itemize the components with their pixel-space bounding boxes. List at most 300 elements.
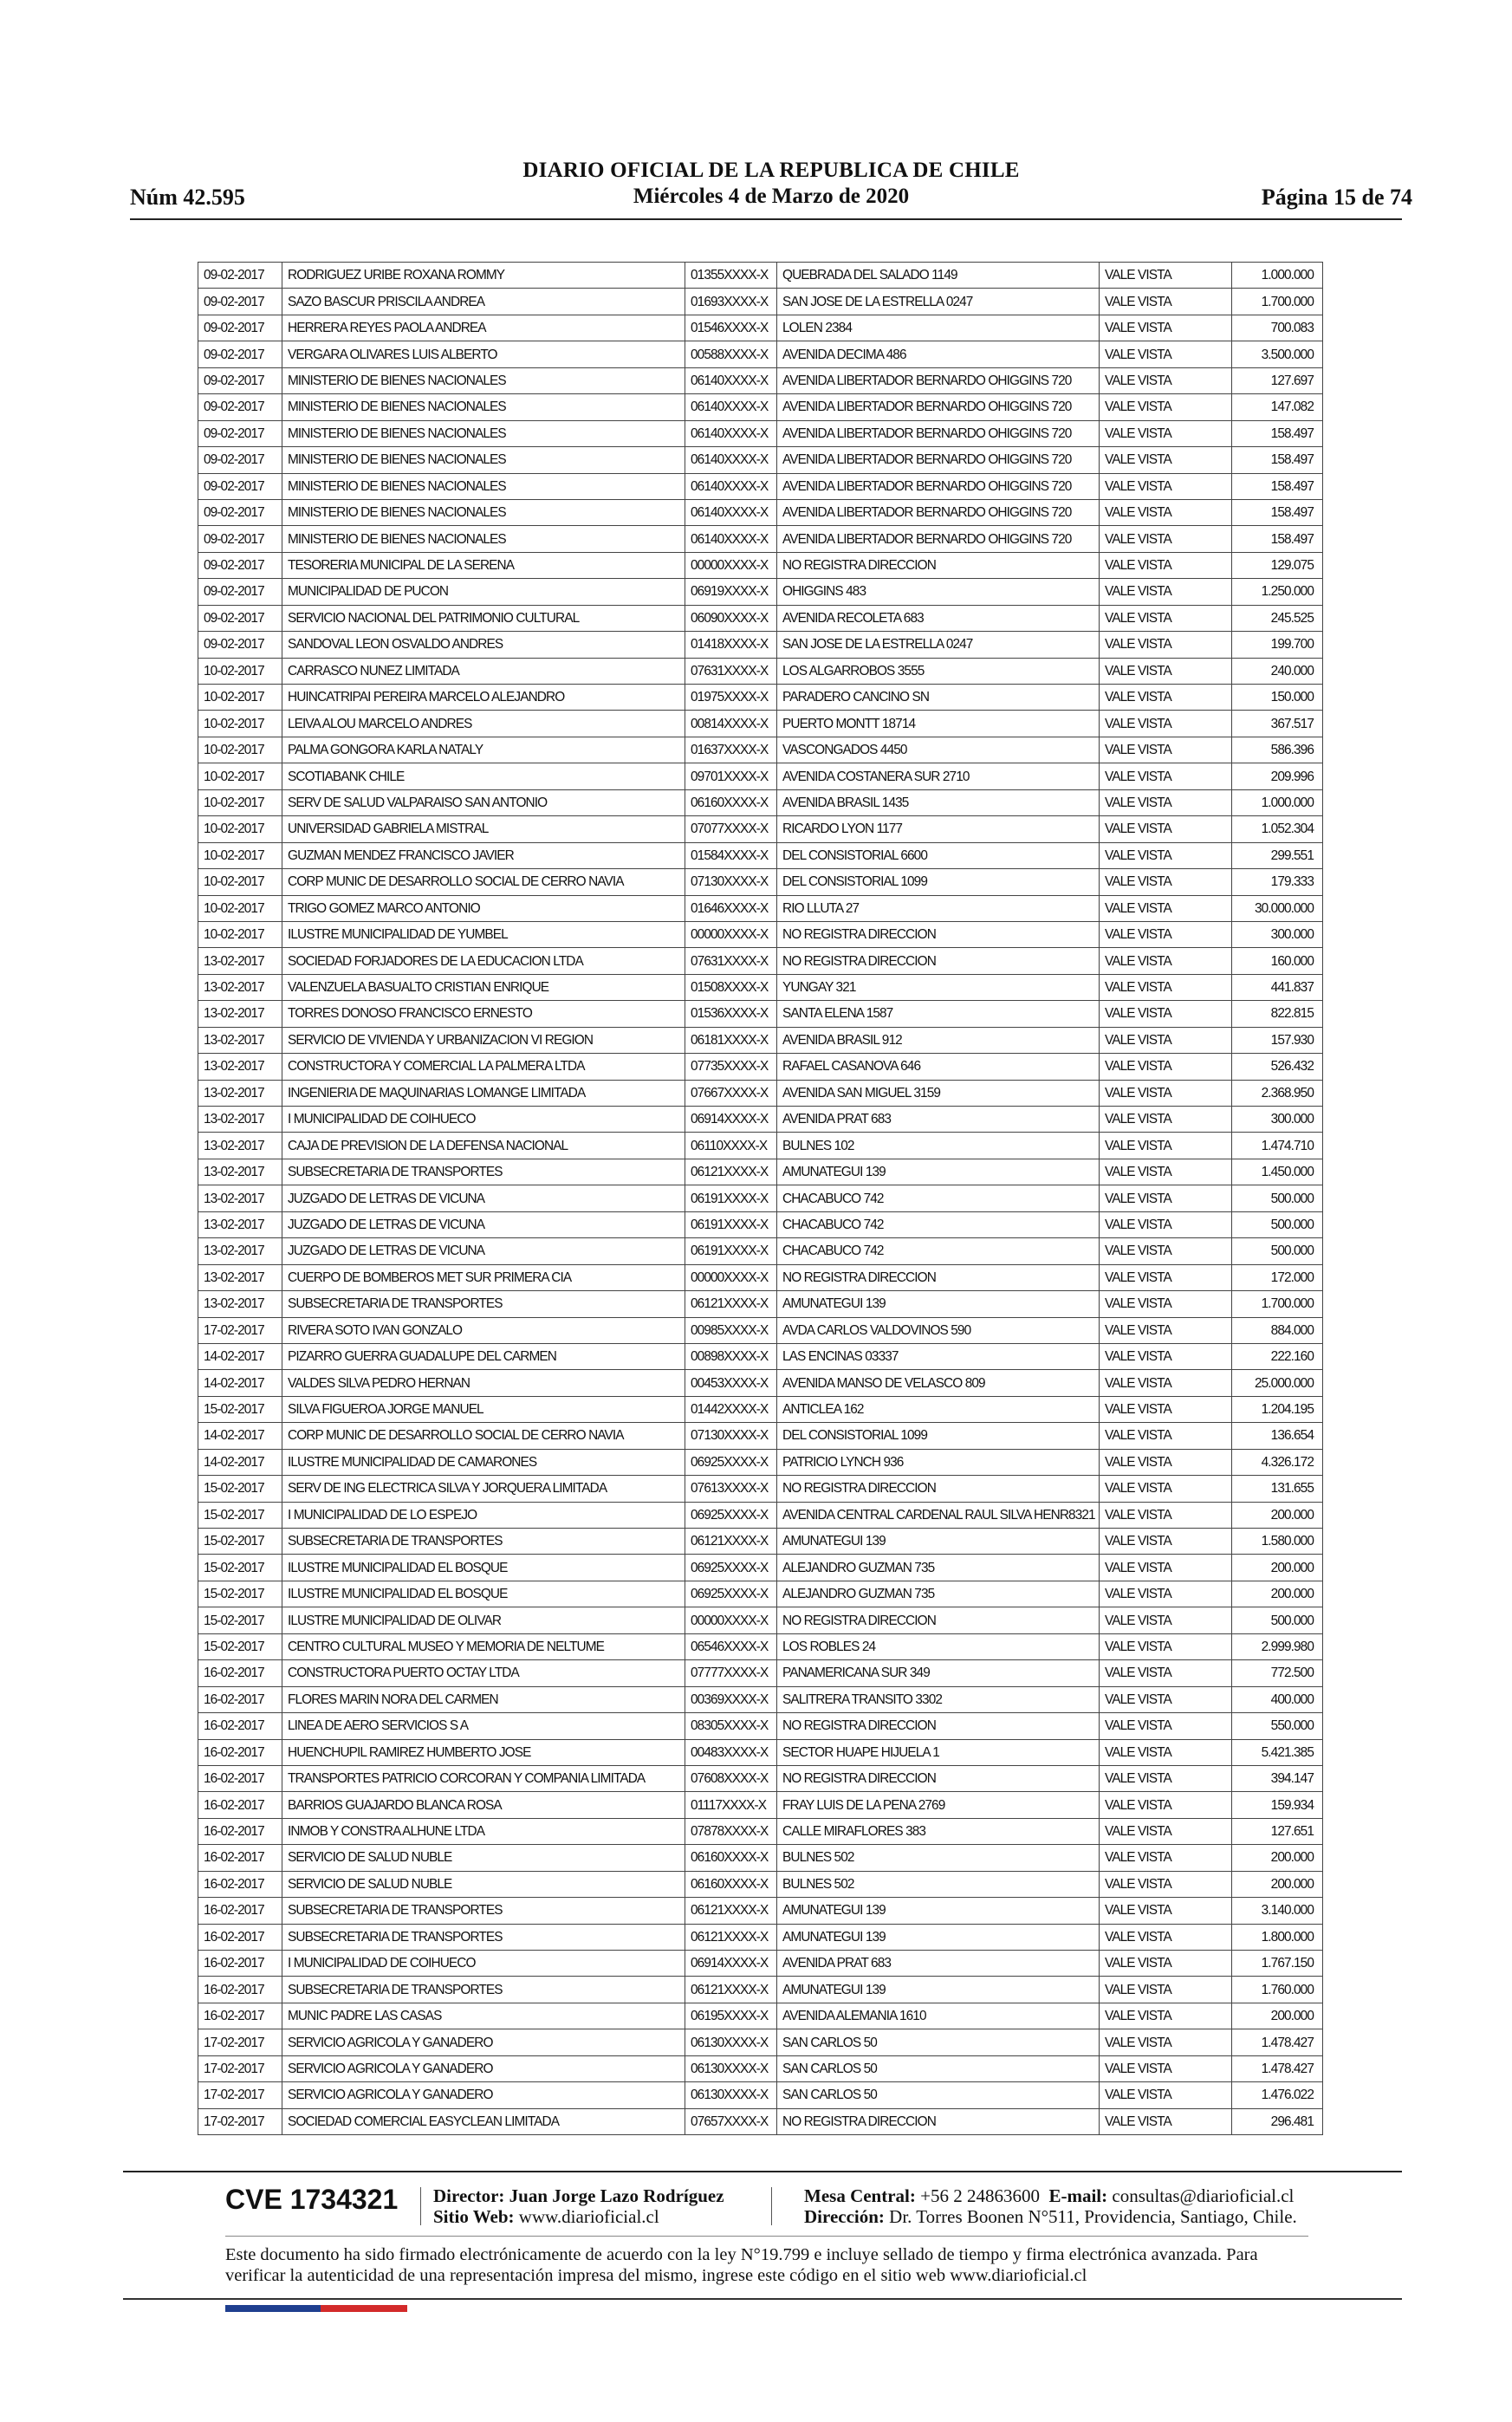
cell-date: 10-02-2017 — [198, 921, 282, 947]
cell-date: 09-02-2017 — [198, 632, 282, 658]
cell-rut: 06191XXXX-X — [685, 1238, 777, 1264]
cell-name: SUBSECRETARIA DE TRANSPORTES — [282, 1977, 685, 2003]
cell-payment-type: VALE VISTA — [1100, 1633, 1232, 1659]
cell-rut: 06546XXXX-X — [685, 1633, 777, 1659]
cell-payment-type: VALE VISTA — [1100, 2029, 1232, 2055]
cell-payment-type: VALE VISTA — [1100, 394, 1232, 420]
cell-amount: 296.481 — [1232, 2108, 1323, 2134]
cell-payment-type: VALE VISTA — [1100, 685, 1232, 711]
cell-date: 16-02-2017 — [198, 1792, 282, 1818]
cell-date: 09-02-2017 — [198, 499, 282, 525]
cell-name: SAZO BASCUR PRISCILA ANDREA — [282, 289, 685, 315]
cell-name: SERV DE SALUD VALPARAISO SAN ANTONIO — [282, 789, 685, 815]
cell-payment-type: VALE VISTA — [1100, 1818, 1232, 1844]
cell-amount: 441.837 — [1232, 974, 1323, 1000]
cell-rut: 01693XXXX-X — [685, 289, 777, 315]
table-row — [198, 1185, 1323, 1211]
cell-address: SAN CARLOS 50 — [777, 2029, 1100, 2055]
cell-payment-type: VALE VISTA — [1100, 1396, 1232, 1422]
table-row — [198, 1555, 1323, 1581]
cell-date: 16-02-2017 — [198, 1898, 282, 1924]
cell-payment-type: VALE VISTA — [1100, 1001, 1232, 1027]
cell-rut: 06925XXXX-X — [685, 1502, 777, 1528]
cell-rut: 07613XXXX-X — [685, 1476, 777, 1502]
cell-date: 13-02-2017 — [198, 1159, 282, 1185]
cell-address: AMUNATEGUI 139 — [777, 1924, 1100, 1950]
cell-address: AVENIDA MANSO DE VELASCO 809 — [777, 1370, 1100, 1396]
cell-date: 16-02-2017 — [198, 1686, 282, 1712]
cell-address: FRAY LUIS DE LA PENA 2769 — [777, 1792, 1100, 1818]
cell-name: SERVICIO DE SALUD NUBLE — [282, 1845, 685, 1871]
cell-date: 10-02-2017 — [198, 685, 282, 711]
cell-name: MINISTERIO DE BIENES NACIONALES — [282, 394, 685, 420]
cell-name: SERVICIO AGRICOLA Y GANADERO — [282, 2029, 685, 2055]
cell-payment-type: VALE VISTA — [1100, 2003, 1232, 2029]
cell-amount: 179.333 — [1232, 869, 1323, 895]
cell-date: 13-02-2017 — [198, 974, 282, 1000]
contact-block — [804, 2185, 1297, 2227]
cell-payment-type: VALE VISTA — [1100, 526, 1232, 552]
cell-rut: 06160XXXX-X — [685, 1845, 777, 1871]
cell-payment-type: VALE VISTA — [1100, 921, 1232, 947]
director-label: Director: — [433, 2185, 505, 2206]
cve-code: CVE 1734321 — [225, 2184, 399, 2215]
cell-address: NO REGISTRA DIRECCION — [777, 948, 1100, 974]
cell-address: NO REGISTRA DIRECCION — [777, 2108, 1100, 2134]
cell-date: 13-02-2017 — [198, 1080, 282, 1106]
cell-date: 13-02-2017 — [198, 1001, 282, 1027]
cell-date: 09-02-2017 — [198, 315, 282, 341]
cell-address: PARADERO CANCINO SN — [777, 685, 1100, 711]
cell-date: 16-02-2017 — [198, 1739, 282, 1765]
cell-amount: 172.000 — [1232, 1264, 1323, 1290]
cell-address: AVENIDA BRASIL 1435 — [777, 789, 1100, 815]
cell-amount: 394.147 — [1232, 1765, 1323, 1791]
cell-rut: 00588XXXX-X — [685, 341, 777, 367]
cell-amount: 1.000.000 — [1232, 789, 1323, 815]
cell-rut: 06121XXXX-X — [685, 1291, 777, 1317]
cell-address: AVENIDA ALEMANIA 1610 — [777, 2003, 1100, 2029]
table-row — [198, 1238, 1323, 1264]
cell-amount: 209.996 — [1232, 763, 1323, 789]
cell-payment-type: VALE VISTA — [1100, 2082, 1232, 2108]
cell-name: VALDES SILVA PEDRO HERNAN — [282, 1370, 685, 1396]
flag-stripe-blue — [225, 2305, 321, 2312]
cell-payment-type: VALE VISTA — [1100, 1555, 1232, 1581]
cell-date: 15-02-2017 — [198, 1502, 282, 1528]
cell-name: SUBSECRETARIA DE TRANSPORTES — [282, 1924, 685, 1950]
table-row — [198, 420, 1323, 446]
cell-address: SAN CARLOS 50 — [777, 2082, 1100, 2108]
cell-address: VASCONGADOS 4450 — [777, 737, 1100, 763]
cell-rut: 06140XXXX-X — [685, 499, 777, 525]
table-row — [198, 948, 1323, 974]
cell-amount: 367.517 — [1232, 711, 1323, 737]
cell-date: 10-02-2017 — [198, 737, 282, 763]
cell-payment-type: VALE VISTA — [1100, 2108, 1232, 2134]
cell-amount: 158.497 — [1232, 420, 1323, 446]
cell-address: BULNES 502 — [777, 1845, 1100, 1871]
cell-address: RIO LLUTA 27 — [777, 895, 1100, 921]
cell-date: 10-02-2017 — [198, 789, 282, 815]
table-row — [198, 1951, 1323, 1977]
cell-address: PANAMERICANA SUR 349 — [777, 1660, 1100, 1686]
cell-date: 15-02-2017 — [198, 1555, 282, 1581]
cell-date: 13-02-2017 — [198, 1027, 282, 1053]
cell-date: 09-02-2017 — [198, 605, 282, 631]
cell-address: PATRICIO LYNCH 936 — [777, 1449, 1100, 1475]
table-row — [198, 1001, 1323, 1027]
cell-rut: 01355XXXX-X — [685, 263, 777, 289]
cell-name: RIVERA SOTO IVAN GONZALO — [282, 1317, 685, 1343]
cell-rut: 06140XXXX-X — [685, 473, 777, 499]
cell-address: ALEJANDRO GUZMAN 735 — [777, 1581, 1100, 1607]
cell-payment-type: VALE VISTA — [1100, 974, 1232, 1000]
cell-name: CONSTRUCTORA PUERTO OCTAY LTDA — [282, 1660, 685, 1686]
cell-address: AVENIDA LIBERTADOR BERNARDO OHIGGINS 720 — [777, 420, 1100, 446]
cell-name: PALMA GONGORA KARLA NATALY — [282, 737, 685, 763]
cell-rut: 07631XXXX-X — [685, 658, 777, 684]
cell-address: AVENIDA LIBERTADOR BERNARDO OHIGGINS 720 — [777, 473, 1100, 499]
cell-rut: 07657XXXX-X — [685, 2108, 777, 2134]
cell-address: AVENIDA DECIMA 486 — [777, 341, 1100, 367]
cell-payment-type: VALE VISTA — [1100, 579, 1232, 605]
cell-date: 09-02-2017 — [198, 394, 282, 420]
cell-date: 16-02-2017 — [198, 1951, 282, 1977]
cell-name: VALENZUELA BASUALTO CRISTIAN ENRIQUE — [282, 974, 685, 1000]
cell-name: MINISTERIO DE BIENES NACIONALES — [282, 473, 685, 499]
table-row — [198, 632, 1323, 658]
cell-date: 14-02-2017 — [198, 1370, 282, 1396]
table-row — [198, 1924, 1323, 1950]
cell-amount: 158.497 — [1232, 526, 1323, 552]
cell-amount: 2.368.950 — [1232, 1080, 1323, 1106]
cell-name: SERV DE ING ELECTRICA SILVA Y JORQUERA LIMITADA — [282, 1476, 685, 1502]
cell-date: 15-02-2017 — [198, 1633, 282, 1659]
cell-address: AMUNATEGUI 139 — [777, 1291, 1100, 1317]
cell-amount: 500.000 — [1232, 1607, 1323, 1633]
cell-name: MINISTERIO DE BIENES NACIONALES — [282, 420, 685, 446]
cell-rut: 07667XXXX-X — [685, 1080, 777, 1106]
table-row — [198, 1054, 1323, 1080]
cell-amount: 200.000 — [1232, 1502, 1323, 1528]
table-row — [198, 1107, 1323, 1133]
cell-payment-type: VALE VISTA — [1100, 1238, 1232, 1264]
cell-rut: 08305XXXX-X — [685, 1713, 777, 1739]
cell-payment-type: VALE VISTA — [1100, 658, 1232, 684]
cell-date: 13-02-2017 — [198, 1054, 282, 1080]
cell-amount: 5.421.385 — [1232, 1739, 1323, 1765]
cell-amount: 157.930 — [1232, 1027, 1323, 1053]
cell-name: SUBSECRETARIA DE TRANSPORTES — [282, 1291, 685, 1317]
email-link[interactable]: consultas@diarioficial.cl — [1112, 2185, 1295, 2206]
cell-rut: 07608XXXX-X — [685, 1765, 777, 1791]
cell-rut: 06925XXXX-X — [685, 1581, 777, 1607]
cell-rut: 06195XXXX-X — [685, 2003, 777, 2029]
cell-payment-type: VALE VISTA — [1100, 763, 1232, 789]
table-row — [198, 315, 1323, 341]
cell-rut: 01418XXXX-X — [685, 632, 777, 658]
table-row — [198, 1739, 1323, 1765]
cell-date: 09-02-2017 — [198, 263, 282, 289]
cell-address: NO REGISTRA DIRECCION — [777, 1713, 1100, 1739]
cell-address: LOS ALGARROBOS 3555 — [777, 658, 1100, 684]
cell-payment-type: VALE VISTA — [1100, 1739, 1232, 1765]
cell-date: 13-02-2017 — [198, 1211, 282, 1237]
cell-payment-type: VALE VISTA — [1100, 1951, 1232, 1977]
cell-rut: 06191XXXX-X — [685, 1211, 777, 1237]
footer-bottom-divider — [123, 2298, 1402, 2300]
cell-payment-type: VALE VISTA — [1100, 1133, 1232, 1159]
cell-address: SAN JOSE DE LA ESTRELLA 0247 — [777, 289, 1100, 315]
cell-rut: 06121XXXX-X — [685, 1159, 777, 1185]
cell-address: SANTA ELENA 1587 — [777, 1001, 1100, 1027]
cell-name: SILVA FIGUEROA JORGE MANUEL — [282, 1396, 685, 1422]
cell-rut: 06121XXXX-X — [685, 1977, 777, 2003]
cell-name: SUBSECRETARIA DE TRANSPORTES — [282, 1898, 685, 1924]
cell-payment-type: VALE VISTA — [1100, 737, 1232, 763]
table-row — [198, 1317, 1323, 1343]
address-text: Dr. Torres Boonen N°511, Providencia, Santiago, Chile. — [889, 2206, 1297, 2227]
table-row — [198, 2003, 1323, 2029]
site-link[interactable]: www.diarioficial.cl — [518, 2206, 659, 2227]
cell-address: AVENIDA PRAT 683 — [777, 1107, 1100, 1133]
cell-name: ILUSTRE MUNICIPALIDAD EL BOSQUE — [282, 1555, 685, 1581]
cell-payment-type: VALE VISTA — [1100, 1370, 1232, 1396]
cell-rut: 07777XXXX-X — [685, 1660, 777, 1686]
cell-address: SALITRERA TRANSITO 3302 — [777, 1686, 1100, 1712]
cell-rut: 09701XXXX-X — [685, 763, 777, 789]
cell-amount: 586.396 — [1232, 737, 1323, 763]
cell-name: ILUSTRE MUNICIPALIDAD DE OLIVAR — [282, 1607, 685, 1633]
cell-payment-type: VALE VISTA — [1100, 1343, 1232, 1369]
cell-name: SERVICIO AGRICOLA Y GANADERO — [282, 2055, 685, 2081]
cell-date: 09-02-2017 — [198, 552, 282, 578]
cell-amount: 147.082 — [1232, 394, 1323, 420]
cell-payment-type: VALE VISTA — [1100, 1977, 1232, 2003]
table-row — [198, 1581, 1323, 1607]
cell-rut: 06130XXXX-X — [685, 2029, 777, 2055]
cell-amount: 240.000 — [1232, 658, 1323, 684]
table-row — [198, 1159, 1323, 1185]
cell-rut: 01584XXXX-X — [685, 842, 777, 868]
cell-amount: 400.000 — [1232, 1686, 1323, 1712]
cell-payment-type: VALE VISTA — [1100, 948, 1232, 974]
cell-rut: 00000XXXX-X — [685, 552, 777, 578]
cell-rut: 01975XXXX-X — [685, 685, 777, 711]
cell-address: AVENIDA LIBERTADOR BERNARDO OHIGGINS 720 — [777, 367, 1100, 393]
cell-date: 17-02-2017 — [198, 2108, 282, 2134]
table-row — [198, 473, 1323, 499]
cell-payment-type: VALE VISTA — [1100, 842, 1232, 868]
cell-payment-type: VALE VISTA — [1100, 1871, 1232, 1897]
cell-amount: 25.000.000 — [1232, 1370, 1323, 1396]
table-row — [198, 816, 1323, 842]
cell-amount: 199.700 — [1232, 632, 1323, 658]
table-row — [198, 1633, 1323, 1659]
cell-date: 09-02-2017 — [198, 473, 282, 499]
cell-address: AMUNATEGUI 139 — [777, 1898, 1100, 1924]
cell-address: DEL CONSISTORIAL 1099 — [777, 1423, 1100, 1449]
cell-rut: 07631XXXX-X — [685, 948, 777, 974]
cell-rut: 06914XXXX-X — [685, 1107, 777, 1133]
legal-notice: Este documento ha sido firmado electrónicamente de acuerdo con la ley N°19.799 e incluye sellado de tiempo y firma electrónica avanzada. Para verificar la autenticidad de una representación impresa del mismo, ingrese este código en el sitio web www.diarioficial.cl — [225, 2245, 1258, 2285]
cell-rut: 00814XXXX-X — [685, 711, 777, 737]
cell-date: 16-02-2017 — [198, 1660, 282, 1686]
cell-name: HUENCHUPIL RAMIREZ HUMBERTO JOSE — [282, 1739, 685, 1765]
cell-address: AVENIDA COSTANERA SUR 2710 — [777, 763, 1100, 789]
cell-payment-type: VALE VISTA — [1100, 1027, 1232, 1053]
cell-name: ILUSTRE MUNICIPALIDAD DE CAMARONES — [282, 1449, 685, 1475]
cell-amount: 1.474.710 — [1232, 1133, 1323, 1159]
cell-address: SAN CARLOS 50 — [777, 2055, 1100, 2081]
cell-amount: 1.800.000 — [1232, 1924, 1323, 1950]
cell-payment-type: VALE VISTA — [1100, 2055, 1232, 2081]
table-row — [198, 341, 1323, 367]
cell-payment-type: VALE VISTA — [1100, 1765, 1232, 1791]
table-row — [198, 1080, 1323, 1106]
cell-rut: 00000XXXX-X — [685, 1607, 777, 1633]
cell-name: CAJA DE PREVISION DE LA DEFENSA NACIONAL — [282, 1133, 685, 1159]
cell-amount: 772.500 — [1232, 1660, 1323, 1686]
cell-payment-type: VALE VISTA — [1100, 1185, 1232, 1211]
cell-name: MINISTERIO DE BIENES NACIONALES — [282, 499, 685, 525]
cell-payment-type: VALE VISTA — [1100, 367, 1232, 393]
table-row — [198, 685, 1323, 711]
cell-amount: 1.450.000 — [1232, 1159, 1323, 1185]
cell-rut: 01637XXXX-X — [685, 737, 777, 763]
cell-rut: 06160XXXX-X — [685, 789, 777, 815]
cell-date: 14-02-2017 — [198, 1449, 282, 1475]
cell-name: BARRIOS GUAJARDO BLANCA ROSA — [282, 1792, 685, 1818]
table-row — [198, 921, 1323, 947]
cell-name: TRANSPORTES PATRICIO CORCORAN Y COMPANIA LIMITADA — [282, 1765, 685, 1791]
email-label: E-mail: — [1048, 2185, 1108, 2206]
cell-name: MINISTERIO DE BIENES NACIONALES — [282, 447, 685, 473]
cell-rut: 07878XXXX-X — [685, 1818, 777, 1844]
cell-rut: 00369XXXX-X — [685, 1686, 777, 1712]
cell-payment-type: VALE VISTA — [1100, 1660, 1232, 1686]
cell-amount: 222.160 — [1232, 1343, 1323, 1369]
table-row — [198, 1845, 1323, 1871]
cell-date: 17-02-2017 — [198, 2029, 282, 2055]
cell-rut: 00985XXXX-X — [685, 1317, 777, 1343]
footer-divider — [123, 2171, 1402, 2172]
cell-amount: 136.654 — [1232, 1423, 1323, 1449]
cell-payment-type: VALE VISTA — [1100, 315, 1232, 341]
cell-name: TRIGO GOMEZ MARCO ANTONIO — [282, 895, 685, 921]
cell-amount: 1.700.000 — [1232, 1291, 1323, 1317]
cell-amount: 822.815 — [1232, 1001, 1323, 1027]
cell-name: PIZARRO GUERRA GUADALUPE DEL CARMEN — [282, 1343, 685, 1369]
cell-address: SECTOR HUAPE HIJUELA 1 — [777, 1739, 1100, 1765]
address-label: Dirección: — [804, 2206, 885, 2227]
table-row — [198, 1291, 1323, 1317]
table-row — [198, 1686, 1323, 1712]
table-row — [198, 1502, 1323, 1528]
cell-amount: 129.075 — [1232, 552, 1323, 578]
table-row — [198, 1264, 1323, 1290]
table-row — [198, 1871, 1323, 1897]
cell-name: VERGARA OLIVARES LUIS ALBERTO — [282, 341, 685, 367]
table-row — [198, 1792, 1323, 1818]
cell-payment-type: VALE VISTA — [1100, 1080, 1232, 1106]
footer-separator — [420, 2187, 421, 2225]
cell-name: SOCIEDAD FORJADORES DE LA EDUCACION LTDA — [282, 948, 685, 974]
cell-date: 10-02-2017 — [198, 658, 282, 684]
site-label: Sitio Web: — [433, 2206, 515, 2227]
cell-name: HUINCATRIPAI PEREIRA MARCELO ALEJANDRO — [282, 685, 685, 711]
cell-name: JUZGADO DE LETRAS DE VICUNA — [282, 1211, 685, 1237]
cell-address: AVENIDA LIBERTADOR BERNARDO OHIGGINS 720 — [777, 499, 1100, 525]
cell-amount: 1.000.000 — [1232, 263, 1323, 289]
table-row — [198, 1765, 1323, 1791]
cell-payment-type: VALE VISTA — [1100, 1211, 1232, 1237]
cell-payment-type: VALE VISTA — [1100, 1054, 1232, 1080]
cell-amount: 1.478.427 — [1232, 2029, 1323, 2055]
cell-address: NO REGISTRA DIRECCION — [777, 1476, 1100, 1502]
cell-payment-type: VALE VISTA — [1100, 1423, 1232, 1449]
cell-date: 13-02-2017 — [198, 948, 282, 974]
cell-date: 16-02-2017 — [198, 1765, 282, 1791]
cell-address: LAS ENCINAS 03337 — [777, 1343, 1100, 1369]
cell-date: 10-02-2017 — [198, 842, 282, 868]
cell-rut: 06090XXXX-X — [685, 605, 777, 631]
cell-name: RODRIGUEZ URIBE ROXANA ROMMY — [282, 263, 685, 289]
director-name: Juan Jorge Lazo Rodríguez — [509, 2185, 724, 2206]
cell-payment-type: VALE VISTA — [1100, 341, 1232, 367]
cell-name: CUERPO DE BOMBEROS MET SUR PRIMERA CIA — [282, 1264, 685, 1290]
cell-name: CONSTRUCTORA Y COMERCIAL LA PALMERA LTDA — [282, 1054, 685, 1080]
table-row — [198, 289, 1323, 315]
cell-payment-type: VALE VISTA — [1100, 789, 1232, 815]
issue-number: Núm 42.595 — [130, 185, 245, 210]
cell-date: 13-02-2017 — [198, 1133, 282, 1159]
cell-address: BULNES 502 — [777, 1871, 1100, 1897]
cell-date: 17-02-2017 — [198, 1317, 282, 1343]
cell-address: AVENIDA LIBERTADOR BERNARDO OHIGGINS 720 — [777, 447, 1100, 473]
cell-name: I MUNICIPALIDAD DE LO ESPEJO — [282, 1502, 685, 1528]
cell-amount: 3.140.000 — [1232, 1898, 1323, 1924]
cell-rut: 00898XXXX-X — [685, 1343, 777, 1369]
cell-name: INGENIERIA DE MAQUINARIAS LOMANGE LIMITADA — [282, 1080, 685, 1106]
cell-date: 09-02-2017 — [198, 447, 282, 473]
table-row — [198, 2029, 1323, 2055]
cell-rut: 07735XXXX-X — [685, 1054, 777, 1080]
cell-date: 10-02-2017 — [198, 816, 282, 842]
cell-name: SERVICIO DE SALUD NUBLE — [282, 1871, 685, 1897]
cell-payment-type: VALE VISTA — [1100, 1107, 1232, 1133]
cell-amount: 500.000 — [1232, 1238, 1323, 1264]
cell-payment-type: VALE VISTA — [1100, 1607, 1232, 1633]
cell-payment-type: VALE VISTA — [1100, 632, 1232, 658]
cell-date: 13-02-2017 — [198, 1185, 282, 1211]
cell-rut: 06121XXXX-X — [685, 1529, 777, 1555]
cell-date: 14-02-2017 — [198, 1343, 282, 1369]
cell-payment-type: VALE VISTA — [1100, 447, 1232, 473]
cell-payment-type: VALE VISTA — [1100, 1476, 1232, 1502]
cell-date: 09-02-2017 — [198, 367, 282, 393]
cell-date: 13-02-2017 — [198, 1238, 282, 1264]
cell-payment-type: VALE VISTA — [1100, 1159, 1232, 1185]
cell-name: CORP MUNIC DE DESARROLLO SOCIAL DE CERRO NAVIA — [282, 869, 685, 895]
table-row — [198, 526, 1323, 552]
cell-address: AVENIDA LIBERTADOR BERNARDO OHIGGINS 720 — [777, 394, 1100, 420]
cell-date: 09-02-2017 — [198, 341, 282, 367]
table-row — [198, 1423, 1323, 1449]
table-row — [198, 1818, 1323, 1844]
cell-name: SUBSECRETARIA DE TRANSPORTES — [282, 1529, 685, 1555]
